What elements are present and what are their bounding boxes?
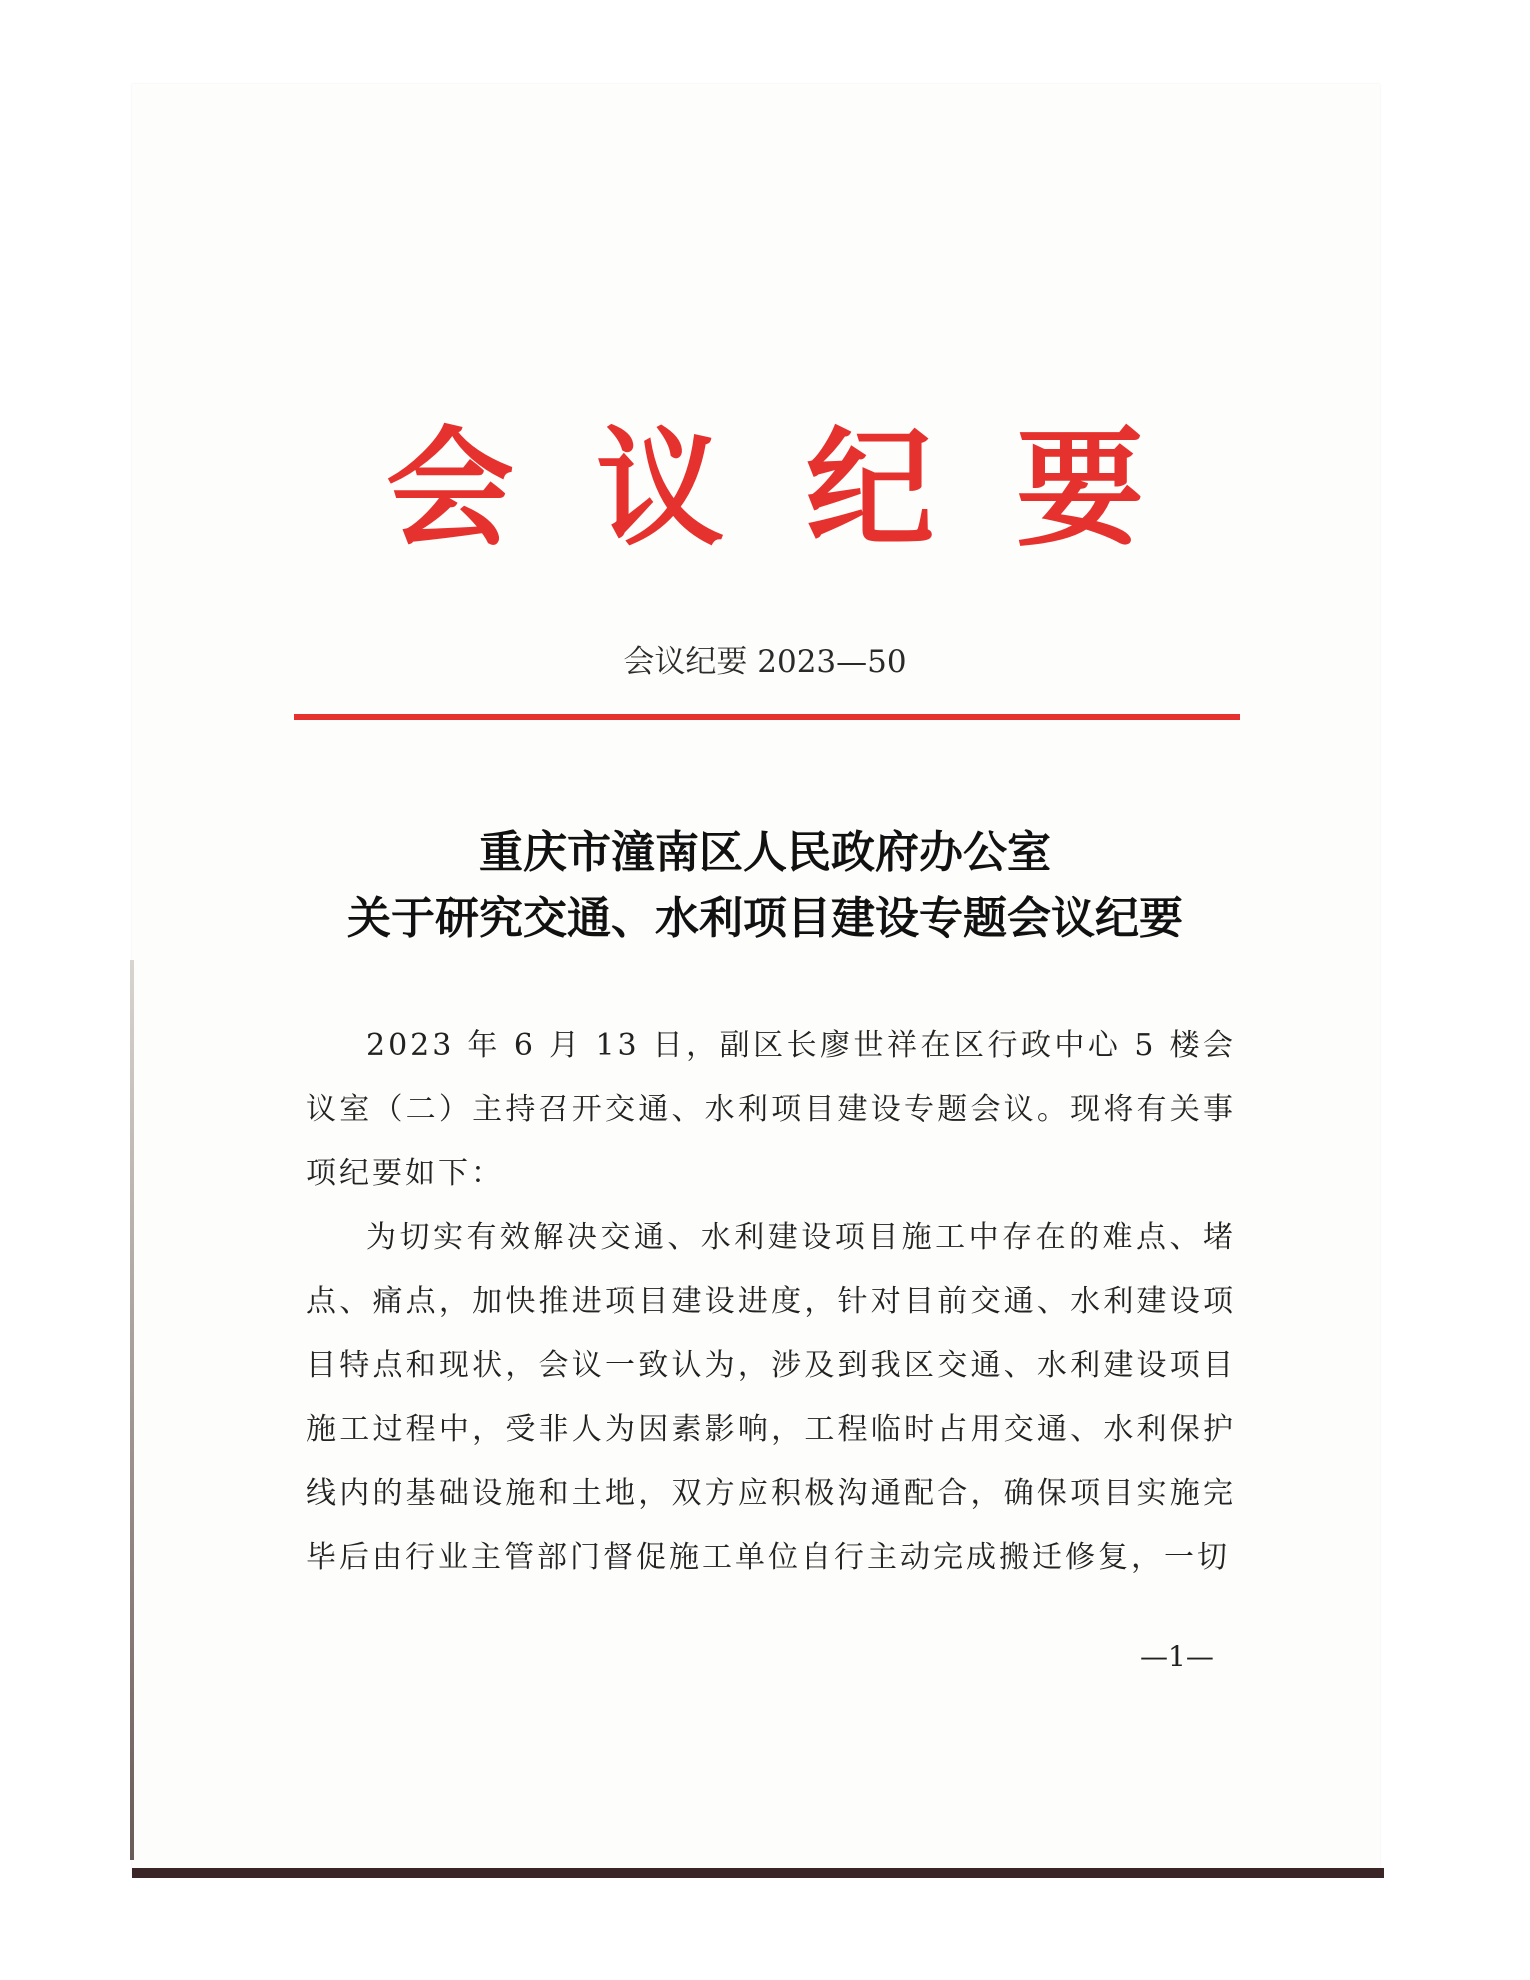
body-paragraph-2: 为切实有效解决交通、水利建设项目施工中存在的难点、堵点、痛点，加快推进项目建设进度，针对目前交通、水利建设项目特点和现状，会议一致认为，涉及到我区交通、水利建设项目施工过程中，受非人为因素影响，工程临时占用交通、水利保护线内的基础设施和土地，双方应积极沟通配合，确保项目实施完毕后由行业主管部门督促施工单位自行主动完成搬迁修复，一切 [306,1220,1236,1575]
document-number: 会议纪要 2023—50 [623,644,907,680]
paper-shadow-left [130,960,134,1860]
masthead-title: 会议纪要 [385,414,1226,564]
body-paragraph-1: 2023 年 6 月 13 日，副区长廖世祥在区行政中心 5 楼会议室（二）主持召开交通、水利项目建设专题会议。现将有关事项纪要如下： [306,1028,1236,1191]
paper-shadow-bottom [132,1868,1384,1878]
title-line-2: 关于研究交通、水利项目建设专题会议纪要 [347,893,1183,944]
document-title [0,820,1530,952]
red-divider-line [294,714,1240,720]
document-body [306,1014,1236,1590]
page-number: —1— [1140,1640,1214,1673]
paper-sheet [132,84,1380,1876]
title-line-1: 重庆市潼南区人民政府办公室 [479,827,1051,878]
